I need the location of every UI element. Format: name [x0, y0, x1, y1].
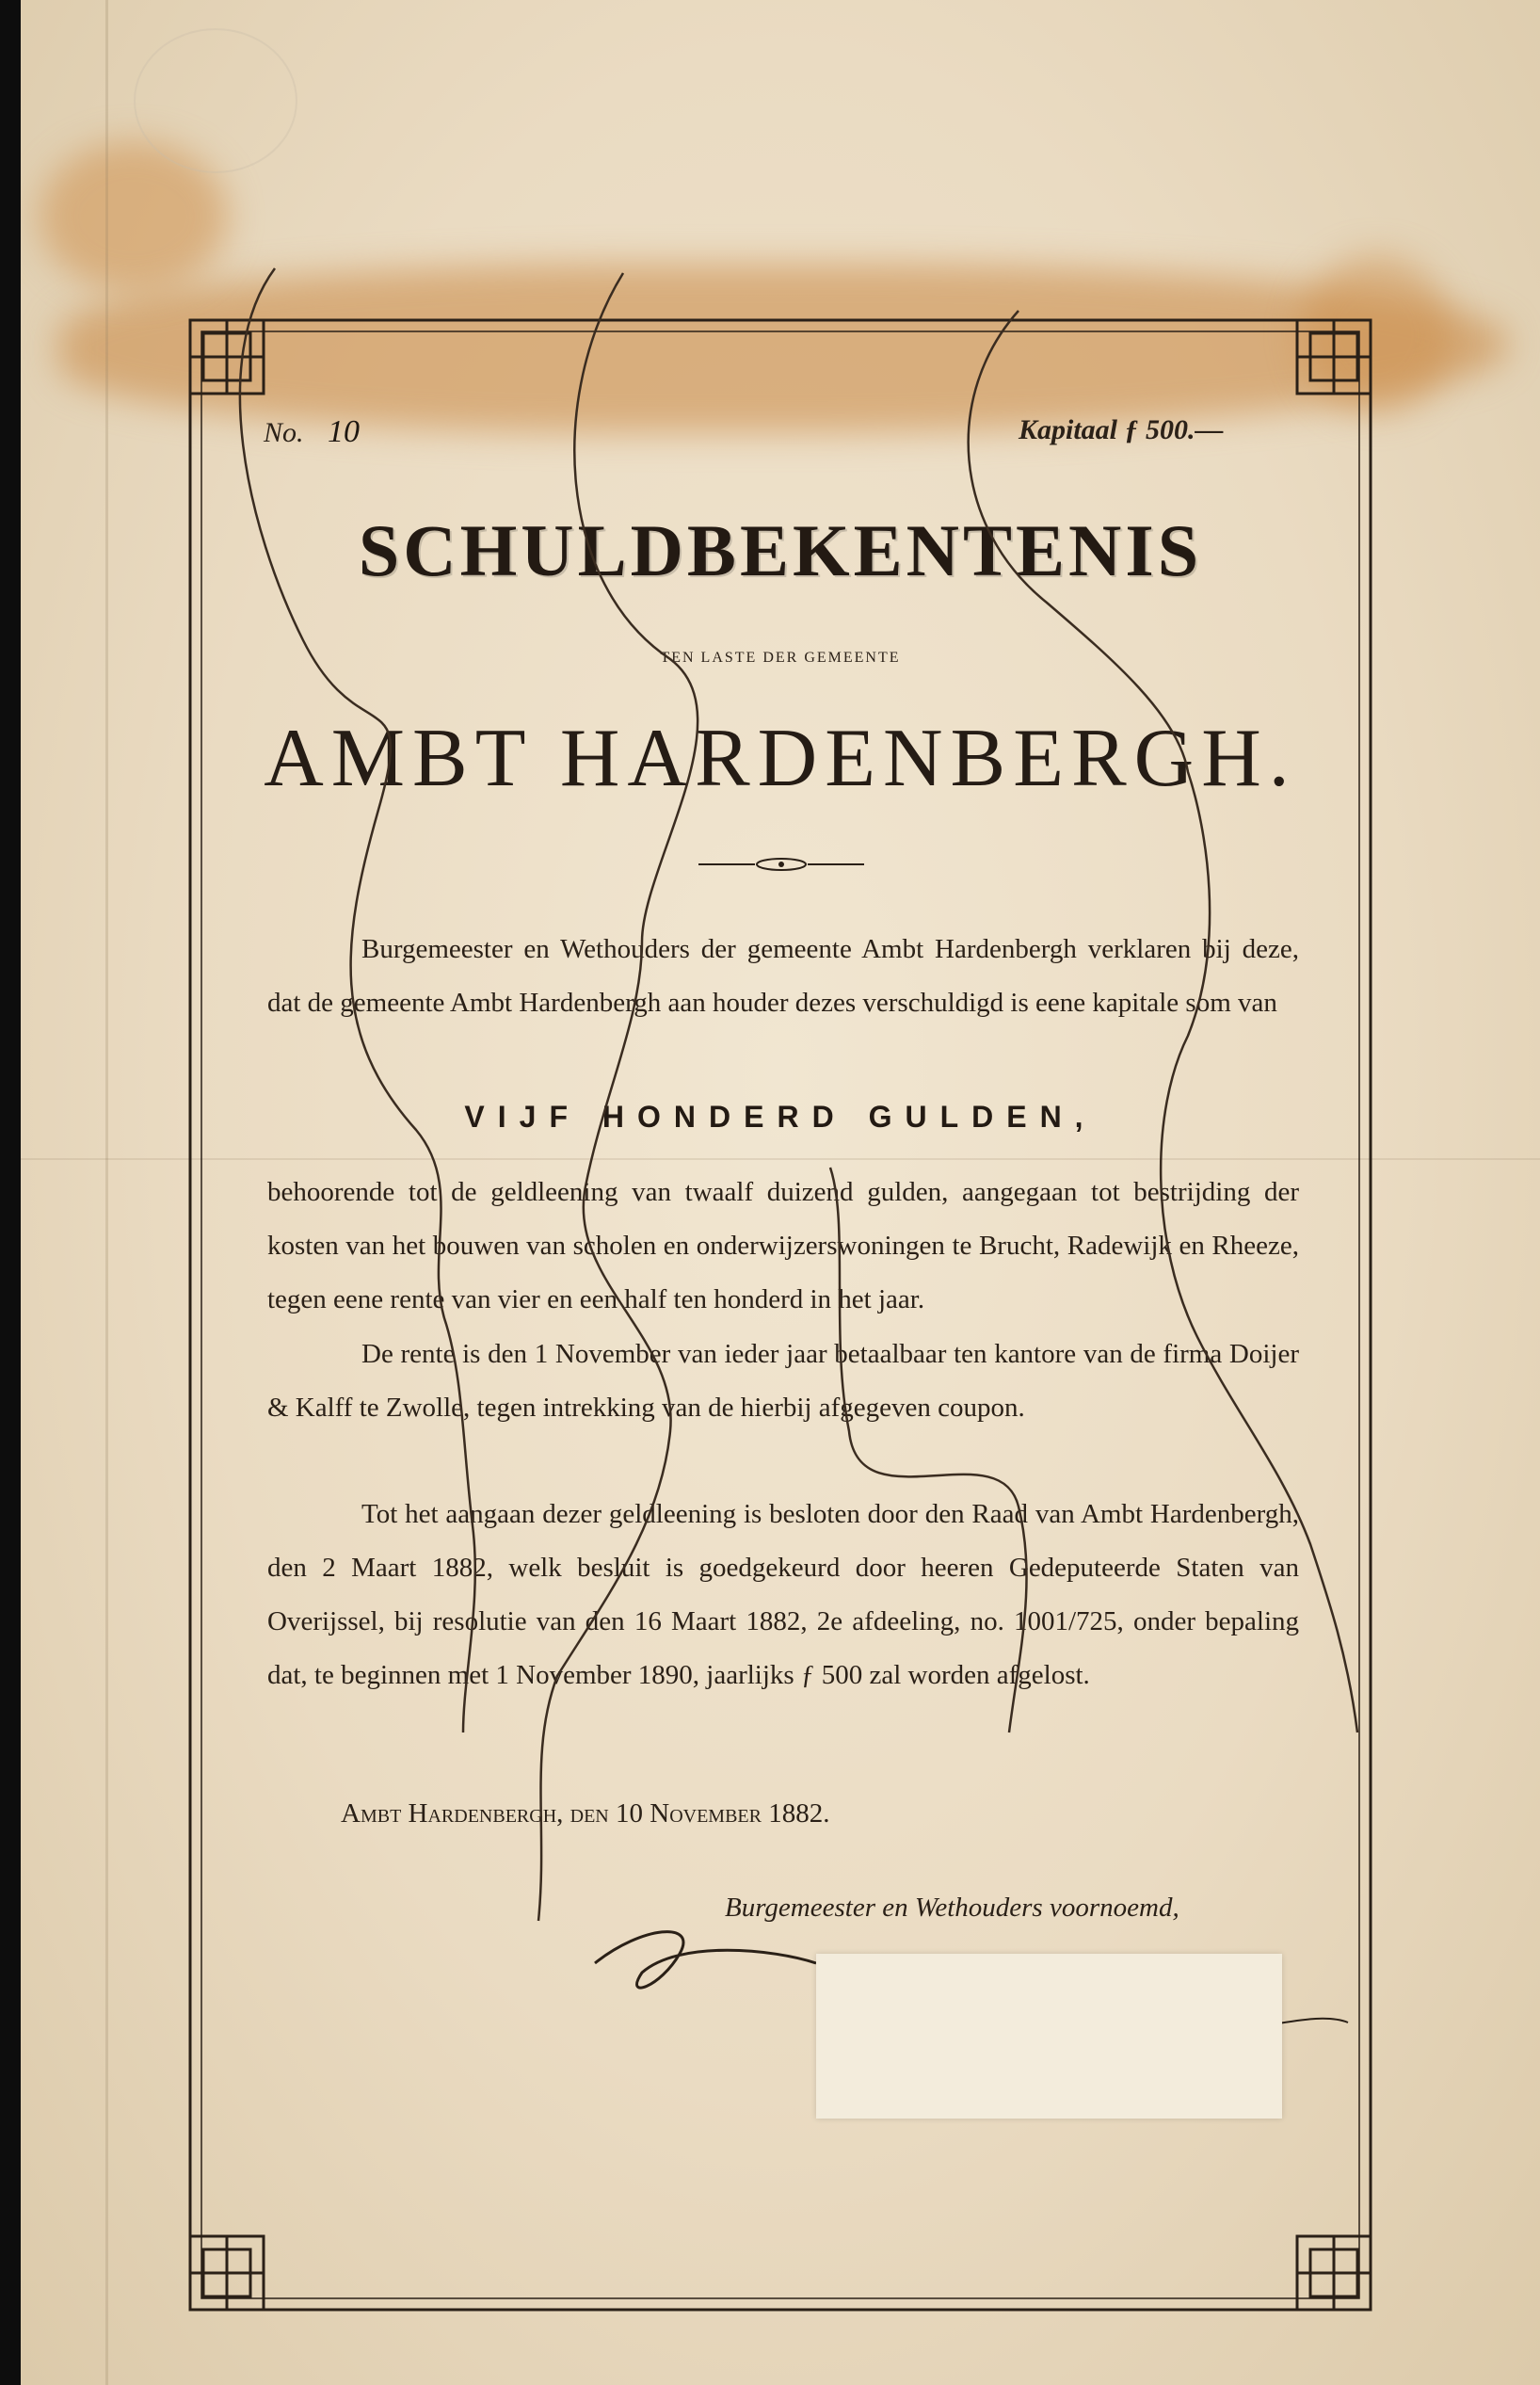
paragraph-interest: De rente is den 1 November van ieder jaar betaalbaar ten kantore van de firma Doijer & Kalff te Zwolle, tegen intrekking van de hierbij afgegeven coupon.	[267, 1339, 1299, 1423]
number-value: 10	[328, 414, 361, 449]
place-and-date: Ambt Hardenbergh, den 10 November 1882.	[341, 1798, 830, 1829]
paragraph-loan-details: behoorende tot de geldleening van twaalf duizend gulden, aangegaan tot bestrijding der kosten van het bouwen van scholen en onderwijzerswoningen te Brucht, Radewijk en Rheeze, tegen eene rente van vier en een half ten honderd in het jaar.	[267, 1177, 1299, 1314]
document-title: SCHULDBEKENTENIS	[358, 509, 1203, 591]
principal-amount-words: VIJF HONDERD GULDEN,	[464, 1100, 1097, 1134]
divider-ornament	[698, 855, 864, 874]
document-sheet	[21, 0, 1540, 2385]
capital-amount: Kapitaal ƒ 500.—	[1019, 414, 1224, 445]
municipality-name: AMBT HARDENBERGH.	[264, 713, 1297, 804]
document-subtitle: TEN LASTE DER GEMEENTE	[660, 650, 901, 666]
number-label: No.	[264, 417, 304, 448]
certificate-number	[264, 414, 360, 450]
paragraph-resolution: Tot het aangaan dezer geldleening is besloten door den Raad van Ambt Hardenbergh, den 2 Maart 1882, welk besluit is goedgekeurd door heeren Gedeputeerde Staten van Overijssel, bij resolutie van den 16 Maart 1882, 2e afdeeling, no. 1001/725, onder bepaling dat, te beginnen met 1 November 1890, jaarlijks ƒ 500 zal worden afgelost.	[267, 1499, 1299, 1690]
paragraph-declaration: Burgemeester en Wethouders der gemeente Ambt Hardenbergh verklaren bij deze, dat de gemeente Ambt Hardenbergh aan houder dezes verschuldigd is eene kapitale som van	[267, 934, 1299, 1018]
signature-caption: Burgemeester en Wethouders voornoemd,	[725, 1893, 1179, 1923]
redacted-signature-area	[816, 1954, 1282, 2119]
